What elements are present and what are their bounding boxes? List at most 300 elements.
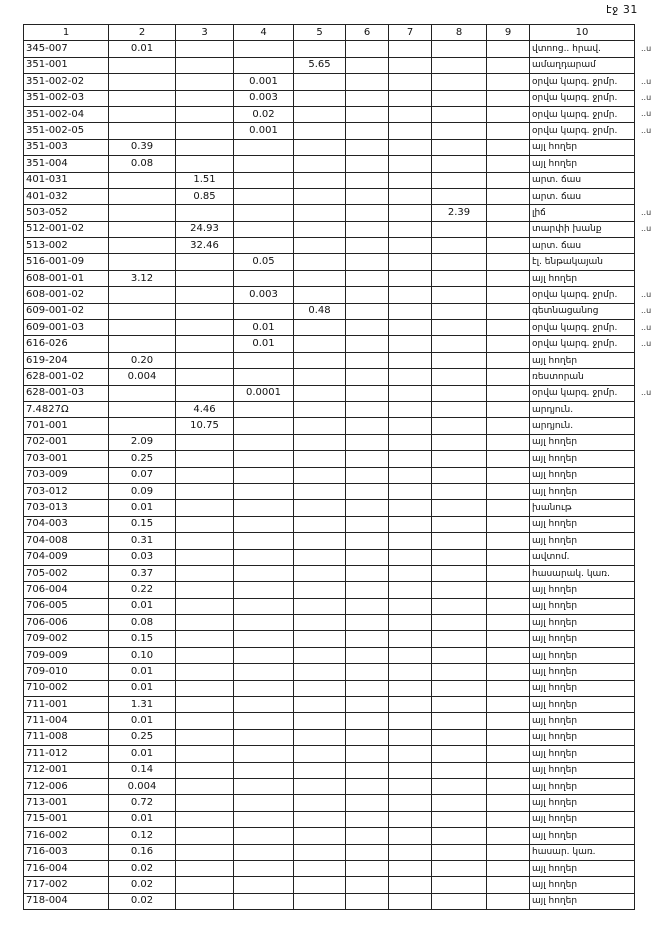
land-use-cell: այլ հողեր bbox=[530, 795, 635, 811]
value-cell bbox=[487, 811, 530, 827]
parcel-code-cell: 628-001-03 bbox=[24, 385, 109, 401]
value-cell bbox=[109, 418, 176, 434]
value-cell bbox=[346, 139, 389, 155]
value-cell bbox=[294, 615, 346, 631]
value-cell bbox=[294, 631, 346, 647]
margin-mark: ..ս bbox=[641, 322, 652, 332]
value-cell bbox=[176, 516, 234, 532]
table-row bbox=[24, 221, 635, 237]
value-cell bbox=[234, 762, 294, 778]
value-cell bbox=[294, 205, 346, 221]
value-cell: 0.01 bbox=[109, 746, 176, 762]
value-cell bbox=[487, 647, 530, 663]
column-header-4: 4 bbox=[234, 25, 294, 41]
value-cell bbox=[109, 90, 176, 106]
value-cell bbox=[234, 270, 294, 286]
value-cell: 0.02 bbox=[234, 106, 294, 122]
value-cell bbox=[389, 303, 432, 319]
value-cell bbox=[234, 860, 294, 876]
value-cell bbox=[432, 188, 487, 204]
value-cell bbox=[487, 533, 530, 549]
value-cell bbox=[176, 680, 234, 696]
value-cell bbox=[487, 369, 530, 385]
value-cell bbox=[176, 336, 234, 352]
value-cell bbox=[176, 647, 234, 663]
value-cell bbox=[346, 746, 389, 762]
value-cell bbox=[294, 647, 346, 663]
value-cell: 0.004 bbox=[109, 778, 176, 794]
value-cell bbox=[176, 205, 234, 221]
parcel-code-cell: 715-001 bbox=[24, 811, 109, 827]
value-cell bbox=[432, 139, 487, 155]
land-use-cell: այլ հողեր bbox=[530, 615, 635, 631]
parcel-code-cell: 628-001-02 bbox=[24, 369, 109, 385]
land-use-cell: օրվա կարգ. ջրմր. bbox=[530, 336, 635, 352]
value-cell bbox=[389, 451, 432, 467]
land-use-cell: այլ հողեր bbox=[530, 746, 635, 762]
table-row bbox=[24, 828, 635, 844]
value-cell bbox=[389, 680, 432, 696]
table-row bbox=[24, 303, 635, 319]
land-use-cell: այլ հողեր bbox=[530, 778, 635, 794]
value-cell bbox=[487, 401, 530, 417]
value-cell bbox=[294, 418, 346, 434]
value-cell: 0.01 bbox=[109, 811, 176, 827]
land-use-cell: այլ հողեր bbox=[530, 729, 635, 745]
table-row bbox=[24, 893, 635, 909]
value-cell bbox=[176, 893, 234, 909]
value-cell bbox=[389, 762, 432, 778]
value-cell: 0.15 bbox=[109, 631, 176, 647]
table-row bbox=[24, 385, 635, 401]
parcel-code-cell: 706-006 bbox=[24, 615, 109, 631]
land-use-cell: օրվա կարգ. ջրմր. bbox=[530, 123, 635, 139]
table-header bbox=[24, 25, 635, 41]
value-cell bbox=[346, 369, 389, 385]
table-row bbox=[24, 778, 635, 794]
parcel-code-cell: 706-004 bbox=[24, 582, 109, 598]
value-cell bbox=[294, 287, 346, 303]
parcel-code-cell: 345-007 bbox=[24, 41, 109, 57]
value-cell bbox=[234, 221, 294, 237]
value-cell bbox=[294, 270, 346, 286]
value-cell bbox=[432, 303, 487, 319]
ledger-table bbox=[23, 24, 635, 910]
value-cell bbox=[234, 664, 294, 680]
land-use-cell: էլ. ենթակայան bbox=[530, 254, 635, 270]
value-cell bbox=[234, 680, 294, 696]
value-cell bbox=[109, 385, 176, 401]
land-use-cell: օրվա կարգ. ջրմր. bbox=[530, 287, 635, 303]
table-row bbox=[24, 615, 635, 631]
value-cell bbox=[487, 860, 530, 876]
value-cell: 0.25 bbox=[109, 729, 176, 745]
value-cell bbox=[487, 483, 530, 499]
value-cell bbox=[176, 664, 234, 680]
parcel-code-cell: 619-204 bbox=[24, 352, 109, 368]
table-row bbox=[24, 500, 635, 516]
value-cell bbox=[294, 254, 346, 270]
margin-mark: ..ս bbox=[641, 43, 652, 53]
value-cell bbox=[487, 451, 530, 467]
value-cell bbox=[234, 615, 294, 631]
value-cell: 0.001 bbox=[234, 123, 294, 139]
value-cell bbox=[432, 172, 487, 188]
value-cell bbox=[234, 434, 294, 450]
land-use-cell: այլ հողեր bbox=[530, 828, 635, 844]
table-row bbox=[24, 320, 635, 336]
value-cell bbox=[176, 90, 234, 106]
value-cell bbox=[294, 729, 346, 745]
land-use-cell: այլ հողեր bbox=[530, 598, 635, 614]
parcel-code-cell: 703-009 bbox=[24, 467, 109, 483]
value-cell bbox=[487, 582, 530, 598]
table-row bbox=[24, 238, 635, 254]
value-cell bbox=[346, 238, 389, 254]
value-cell bbox=[234, 41, 294, 57]
value-cell: 0.02 bbox=[109, 893, 176, 909]
table-row bbox=[24, 188, 635, 204]
table-row bbox=[24, 123, 635, 139]
value-cell bbox=[109, 254, 176, 270]
value-cell bbox=[432, 401, 487, 417]
value-cell bbox=[432, 123, 487, 139]
parcel-code-cell: 709-002 bbox=[24, 631, 109, 647]
value-cell bbox=[389, 844, 432, 860]
value-cell bbox=[432, 631, 487, 647]
table-row bbox=[24, 254, 635, 270]
value-cell: 0.20 bbox=[109, 352, 176, 368]
value-cell bbox=[346, 254, 389, 270]
parcel-code-cell: 705-002 bbox=[24, 565, 109, 581]
value-cell bbox=[346, 762, 389, 778]
value-cell bbox=[432, 828, 487, 844]
value-cell bbox=[346, 385, 389, 401]
parcel-code-cell: 709-009 bbox=[24, 647, 109, 663]
value-cell bbox=[432, 647, 487, 663]
value-cell bbox=[176, 811, 234, 827]
value-cell bbox=[176, 631, 234, 647]
value-cell: 2.39 bbox=[432, 205, 487, 221]
parcel-code-cell: 351-004 bbox=[24, 156, 109, 172]
value-cell bbox=[176, 74, 234, 90]
land-use-cell: այլ հողեր bbox=[530, 533, 635, 549]
land-use-cell: օրվա կարգ. ջրմր. bbox=[530, 385, 635, 401]
value-cell bbox=[294, 697, 346, 713]
value-cell bbox=[176, 549, 234, 565]
value-cell bbox=[389, 795, 432, 811]
table-row bbox=[24, 41, 635, 57]
parcel-code-cell: 711-004 bbox=[24, 713, 109, 729]
land-use-cell: այլ հողեր bbox=[530, 434, 635, 450]
table-row bbox=[24, 336, 635, 352]
value-cell bbox=[176, 746, 234, 762]
value-cell bbox=[346, 188, 389, 204]
value-cell: 0.25 bbox=[109, 451, 176, 467]
table-row bbox=[24, 483, 635, 499]
value-cell bbox=[109, 221, 176, 237]
value-cell bbox=[389, 139, 432, 155]
value-cell bbox=[389, 549, 432, 565]
value-cell bbox=[346, 795, 389, 811]
table-row bbox=[24, 762, 635, 778]
value-cell bbox=[294, 336, 346, 352]
value-cell: 3.12 bbox=[109, 270, 176, 286]
value-cell bbox=[176, 877, 234, 893]
parcel-code-cell: 351-002-03 bbox=[24, 90, 109, 106]
margin-mark: ..ս bbox=[641, 109, 652, 119]
value-cell: 0.004 bbox=[109, 369, 176, 385]
value-cell bbox=[294, 762, 346, 778]
table-row bbox=[24, 516, 635, 532]
value-cell bbox=[346, 41, 389, 57]
value-cell bbox=[109, 188, 176, 204]
value-cell bbox=[389, 106, 432, 122]
value-cell bbox=[346, 270, 389, 286]
value-cell bbox=[294, 483, 346, 499]
column-header-5: 5 bbox=[294, 25, 346, 41]
value-cell bbox=[109, 172, 176, 188]
table-row bbox=[24, 90, 635, 106]
table-row bbox=[24, 697, 635, 713]
value-cell bbox=[487, 418, 530, 434]
parcel-code-cell: 716-004 bbox=[24, 860, 109, 876]
table-row bbox=[24, 369, 635, 385]
value-cell bbox=[487, 877, 530, 893]
value-cell bbox=[487, 615, 530, 631]
land-use-cell: խանութ bbox=[530, 500, 635, 516]
land-use-cell: այլ հողեր bbox=[530, 516, 635, 532]
value-cell bbox=[432, 156, 487, 172]
value-cell bbox=[432, 565, 487, 581]
value-cell bbox=[294, 188, 346, 204]
value-cell: 0.01 bbox=[234, 320, 294, 336]
value-cell bbox=[294, 451, 346, 467]
value-cell bbox=[487, 90, 530, 106]
table-row bbox=[24, 106, 635, 122]
table-row bbox=[24, 582, 635, 598]
value-cell bbox=[487, 188, 530, 204]
value-cell bbox=[432, 369, 487, 385]
value-cell bbox=[389, 418, 432, 434]
value-cell bbox=[432, 549, 487, 565]
table-row bbox=[24, 844, 635, 860]
value-cell bbox=[487, 697, 530, 713]
value-cell bbox=[234, 877, 294, 893]
value-cell bbox=[432, 483, 487, 499]
table-row bbox=[24, 156, 635, 172]
table-row bbox=[24, 647, 635, 663]
value-cell bbox=[389, 401, 432, 417]
parcel-code-cell: 703-013 bbox=[24, 500, 109, 516]
value-cell: 0.03 bbox=[109, 549, 176, 565]
value-cell bbox=[176, 713, 234, 729]
parcel-code-cell: 609-001-02 bbox=[24, 303, 109, 319]
value-cell bbox=[346, 598, 389, 614]
value-cell bbox=[234, 582, 294, 598]
value-cell bbox=[487, 762, 530, 778]
value-cell bbox=[109, 106, 176, 122]
parcel-code-cell: 709-010 bbox=[24, 664, 109, 680]
value-cell bbox=[487, 844, 530, 860]
value-cell bbox=[346, 172, 389, 188]
value-cell bbox=[389, 123, 432, 139]
margin-mark: ..ս bbox=[641, 388, 652, 398]
table-row bbox=[24, 565, 635, 581]
value-cell bbox=[432, 451, 487, 467]
value-cell bbox=[346, 221, 389, 237]
value-cell bbox=[346, 631, 389, 647]
value-cell bbox=[389, 156, 432, 172]
value-cell bbox=[346, 615, 389, 631]
value-cell: 1.51 bbox=[176, 172, 234, 188]
value-cell bbox=[487, 270, 530, 286]
value-cell: 0.08 bbox=[109, 615, 176, 631]
value-cell bbox=[487, 713, 530, 729]
value-cell bbox=[487, 467, 530, 483]
value-cell bbox=[294, 565, 346, 581]
value-cell bbox=[346, 106, 389, 122]
value-cell bbox=[176, 139, 234, 155]
value-cell bbox=[346, 877, 389, 893]
value-cell bbox=[389, 664, 432, 680]
value-cell bbox=[346, 123, 389, 139]
value-cell bbox=[346, 156, 389, 172]
value-cell bbox=[346, 664, 389, 680]
land-use-cell: այլ հողեր bbox=[530, 352, 635, 368]
value-cell: 0.01 bbox=[234, 336, 294, 352]
value-cell bbox=[346, 451, 389, 467]
value-cell bbox=[389, 90, 432, 106]
value-cell bbox=[109, 287, 176, 303]
table-row bbox=[24, 680, 635, 696]
land-use-cell: այլ հողեր bbox=[530, 483, 635, 499]
land-use-cell: այլ հողեր bbox=[530, 860, 635, 876]
value-cell: 0.31 bbox=[109, 533, 176, 549]
value-cell bbox=[346, 418, 389, 434]
value-cell bbox=[389, 467, 432, 483]
table-row bbox=[24, 287, 635, 303]
table-row bbox=[24, 795, 635, 811]
value-cell bbox=[389, 385, 432, 401]
parcel-code-cell: 351-002-02 bbox=[24, 74, 109, 90]
value-cell bbox=[176, 533, 234, 549]
value-cell bbox=[234, 418, 294, 434]
value-cell bbox=[389, 615, 432, 631]
value-cell bbox=[294, 106, 346, 122]
value-cell bbox=[234, 729, 294, 745]
column-header-7: 7 bbox=[389, 25, 432, 41]
value-cell bbox=[487, 664, 530, 680]
parcel-code-cell: 704-009 bbox=[24, 549, 109, 565]
value-cell: 0.16 bbox=[109, 844, 176, 860]
margin-mark: ..ս bbox=[641, 289, 652, 299]
parcel-code-cell: 712-006 bbox=[24, 778, 109, 794]
parcel-code-cell: 716-003 bbox=[24, 844, 109, 860]
value-cell bbox=[389, 320, 432, 336]
value-cell bbox=[176, 483, 234, 499]
value-cell bbox=[389, 287, 432, 303]
value-cell bbox=[294, 74, 346, 90]
value-cell bbox=[432, 418, 487, 434]
value-cell bbox=[487, 500, 530, 516]
value-cell bbox=[487, 41, 530, 57]
value-cell bbox=[294, 401, 346, 417]
value-cell bbox=[487, 631, 530, 647]
value-cell bbox=[234, 205, 294, 221]
value-cell bbox=[294, 582, 346, 598]
parcel-code-cell: 351-003 bbox=[24, 139, 109, 155]
value-cell: 0.001 bbox=[234, 74, 294, 90]
value-cell bbox=[346, 713, 389, 729]
value-cell bbox=[234, 565, 294, 581]
header-row bbox=[24, 25, 635, 41]
value-cell bbox=[389, 221, 432, 237]
value-cell bbox=[487, 57, 530, 73]
value-cell bbox=[389, 270, 432, 286]
value-cell bbox=[346, 893, 389, 909]
value-cell bbox=[294, 680, 346, 696]
margin-mark: ..ս bbox=[641, 125, 652, 135]
column-header-1: 1 bbox=[24, 25, 109, 41]
value-cell bbox=[389, 172, 432, 188]
value-cell bbox=[109, 205, 176, 221]
value-cell bbox=[234, 795, 294, 811]
value-cell bbox=[389, 697, 432, 713]
value-cell bbox=[432, 615, 487, 631]
value-cell bbox=[487, 320, 530, 336]
land-use-cell: ամաղդարամ bbox=[530, 57, 635, 73]
value-cell: 0.85 bbox=[176, 188, 234, 204]
parcel-code-cell: 713-001 bbox=[24, 795, 109, 811]
value-cell bbox=[346, 483, 389, 499]
value-cell bbox=[294, 549, 346, 565]
margin-mark: ..ս bbox=[641, 93, 652, 103]
value-cell bbox=[432, 811, 487, 827]
value-cell bbox=[176, 41, 234, 57]
value-cell bbox=[346, 336, 389, 352]
land-use-cell: օրվա կարգ. ջրմր. bbox=[530, 106, 635, 122]
value-cell bbox=[176, 795, 234, 811]
value-cell bbox=[346, 778, 389, 794]
value-cell bbox=[432, 860, 487, 876]
value-cell bbox=[346, 828, 389, 844]
value-cell bbox=[432, 385, 487, 401]
value-cell bbox=[109, 320, 176, 336]
value-cell bbox=[432, 664, 487, 680]
table-row bbox=[24, 57, 635, 73]
value-cell bbox=[176, 123, 234, 139]
value-cell bbox=[389, 352, 432, 368]
value-cell: 0.39 bbox=[109, 139, 176, 155]
table-row bbox=[24, 533, 635, 549]
table-row bbox=[24, 729, 635, 745]
table-row bbox=[24, 451, 635, 467]
value-cell bbox=[294, 893, 346, 909]
land-use-cell: օրվա կարգ. ջրմր. bbox=[530, 320, 635, 336]
margin-mark: ..ս bbox=[641, 76, 652, 86]
value-cell bbox=[176, 844, 234, 860]
value-cell bbox=[176, 828, 234, 844]
value-cell bbox=[176, 582, 234, 598]
land-use-cell: այլ հողեր bbox=[530, 893, 635, 909]
value-cell bbox=[294, 844, 346, 860]
value-cell bbox=[346, 303, 389, 319]
value-cell: 0.22 bbox=[109, 582, 176, 598]
value-cell bbox=[294, 877, 346, 893]
value-cell bbox=[487, 238, 530, 254]
value-cell bbox=[432, 795, 487, 811]
